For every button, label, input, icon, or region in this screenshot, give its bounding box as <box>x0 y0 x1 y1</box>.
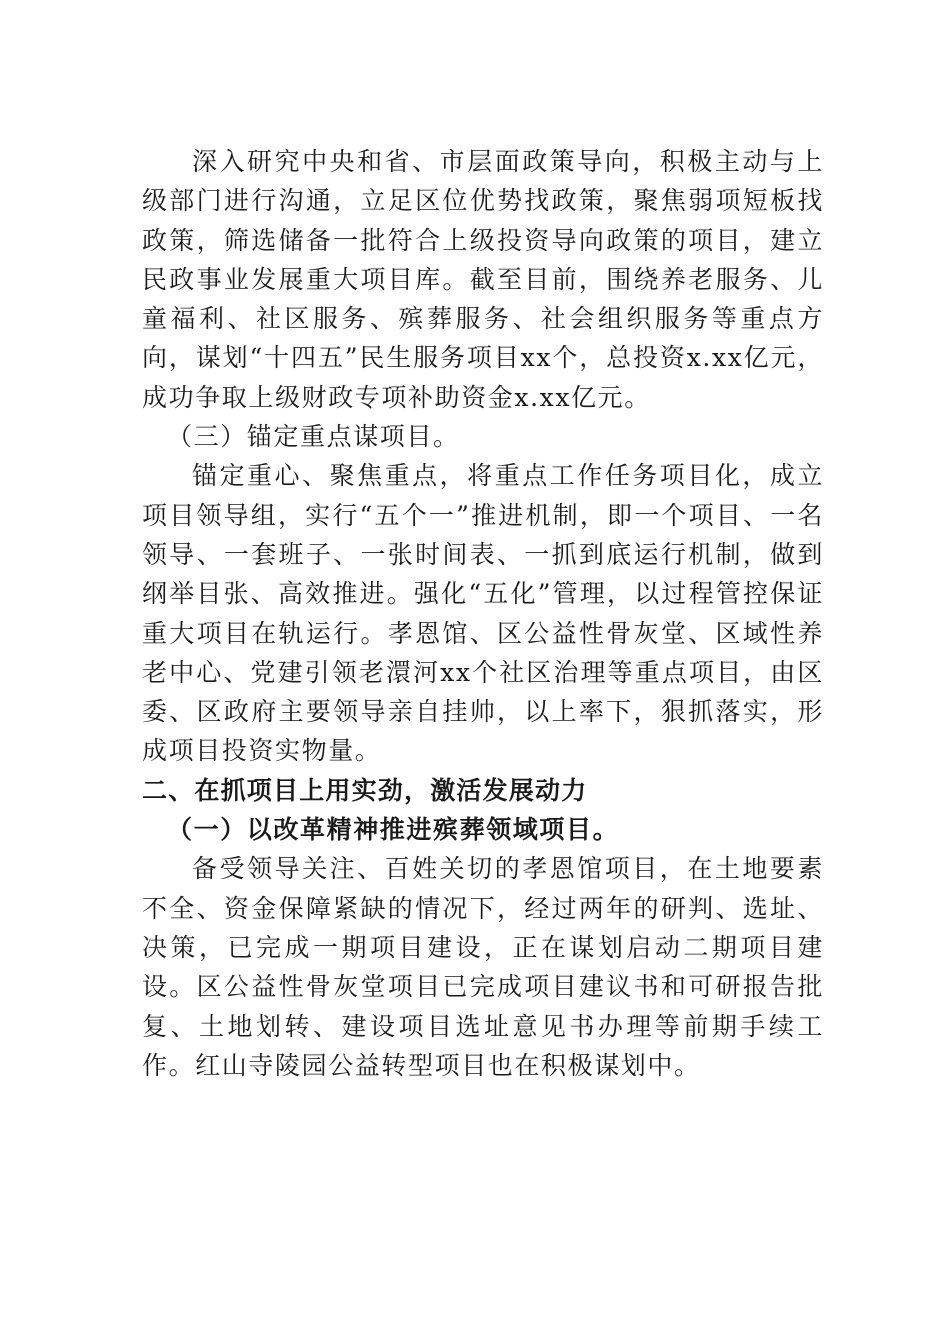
subheading-anchor-key-projects: （三）锚定重点谋项目。 <box>167 422 460 452</box>
document-body <box>142 142 824 1085</box>
section-heading-project-work: 二、在抓项目上用实劲，激活发展动力 <box>142 775 588 805</box>
paragraph-policy-research: 深入研究中央和省、市层面政策导向，积极主动与上级部门进行沟通，立足区位优势找政策，聚焦弱项短板找政策，筛选储备一批符合上级投资导向政策的项目，建立民政事业发展重大项目库。截至目前，围绕养老服务、儿童福利、社区服务、殡葬服务、社会组织服务等重点方向，谋划“十四五”民生服务项目xx个，总投资x.xx亿元，成功争取上级财政专项补助资金x.xx亿元。 <box>142 147 824 412</box>
paragraph-xiaoen-hall: 备受领导关注、百姓关切的孝恩馆项目，在土地要素不全、资金保障紧缺的情况下，经过两年的研判、选址、决策，已完成一期项目建设，正在谋划启动二期项目建设。区公益性骨灰堂项目已完成项目建议书和可研报告批复、土地划转、建设项目选址意见书办理等前期手续工作。红山寺陵园公益转型项目也在积极谋划中。 <box>142 854 824 1080</box>
subheading-funeral-projects: （一）以改革精神推进殡葬领域项目。 <box>167 815 620 845</box>
paragraph-five-ones-mechanism: 锚定重心、聚焦重点，将重点工作任务项目化，成立项目领导组，实行“五个一”推进机制，即一个项目、一名领导、一套班子、一张时间表、一抓到底运行机制，做到纲举目张、高效推进。强化“五化”管理，以过程管控保证重大项目在轨运行。孝恩馆、区公益性骨灰堂、区域性养老中心、党建引领老澴河xx个社区治理等重点项目，由区委、区政府主要领导亲自挂帅，以上率下，狠抓落实，形成项目投资实物量。 <box>142 461 824 766</box>
